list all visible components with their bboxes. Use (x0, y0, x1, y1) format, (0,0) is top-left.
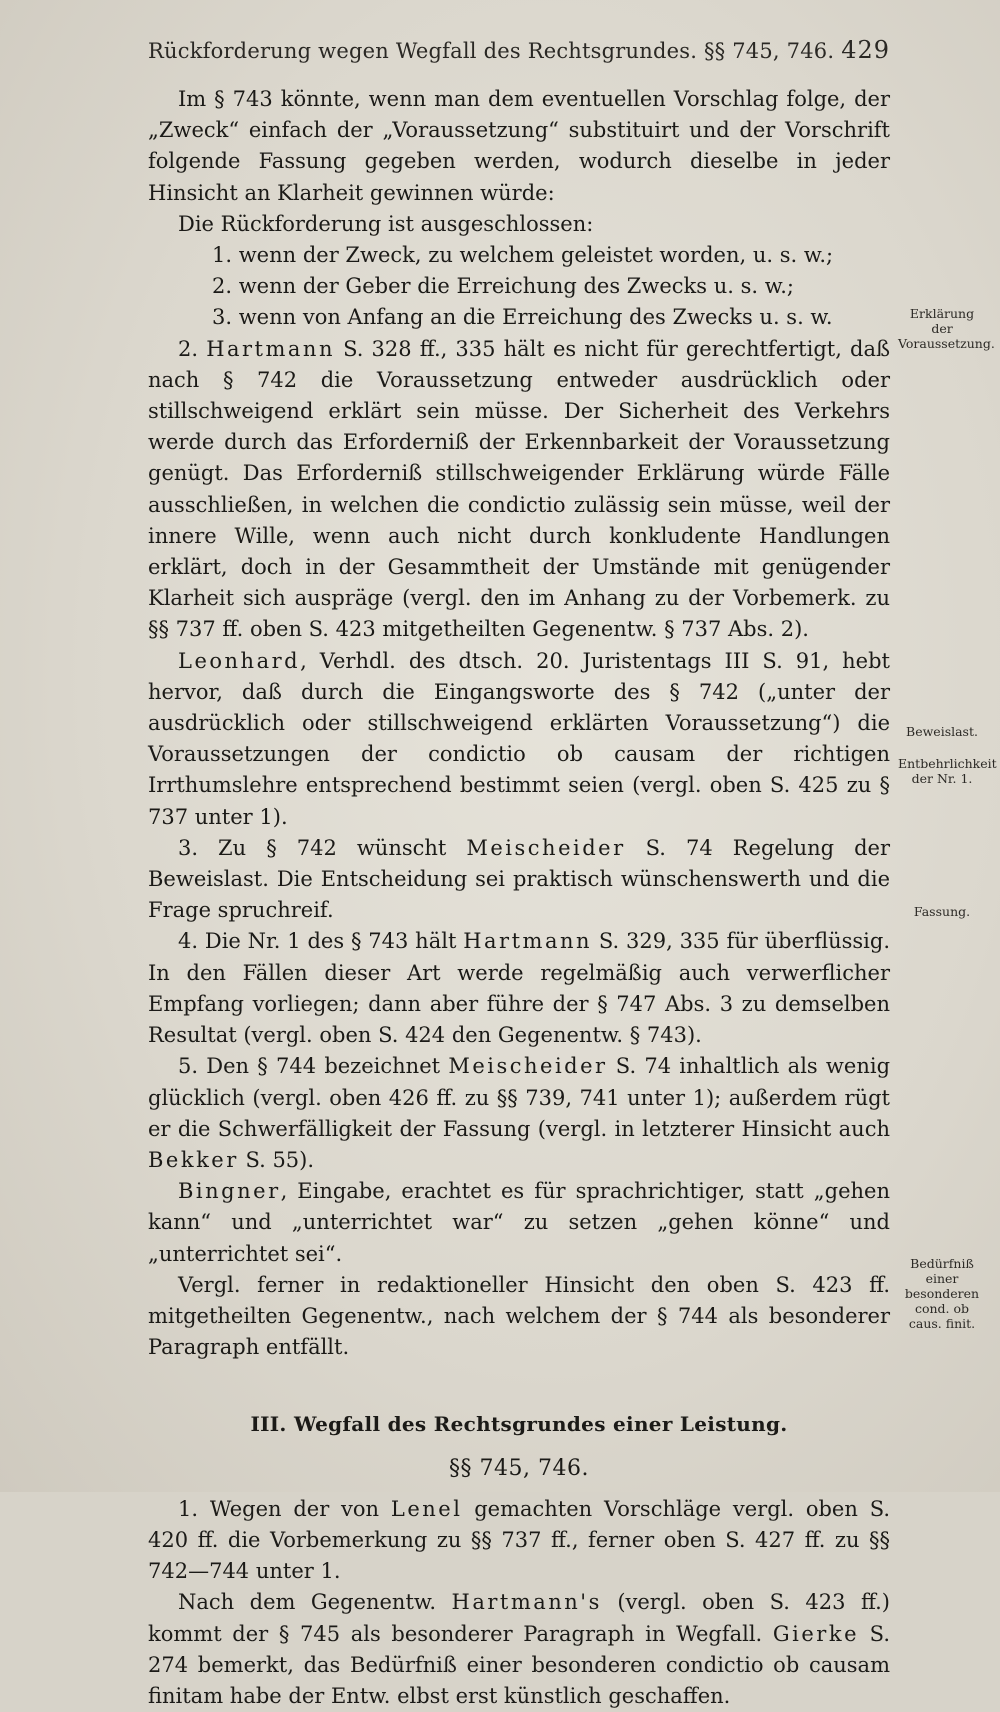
margin-note-erklaerung: Erklärung der Voraussetzung. (898, 306, 995, 351)
paragraph-10-text: (vergl. oben S. 423 ff.) kommt der § 745 als besonderer Paragraph in Wegfall. (148, 1590, 891, 1646)
author-name: Hartmann (463, 929, 593, 954)
paragraph-4-text: S. 74 Regelung der Beweislast. Die Entscheidung sei praktisch wünschenswerth und die Frage spruchreif. (148, 835, 890, 923)
quoted-item-1: 1. wenn der Zweck, zu welchem geleistet worden, u. s. w.; (212, 243, 834, 268)
author-name: Hartmann's (451, 1590, 602, 1615)
paragraph-7 (148, 1176, 890, 1270)
author-name: Lenel (390, 1496, 463, 1521)
paragraph-10-lead: Nach dem Gegenentw. (178, 1590, 452, 1615)
margin-note-beweislast: Beweislast. (906, 724, 978, 739)
paragraph-1: Im § 743 könnte, wenn man dem eventuellen Vorschlag folge, der „Zweck“ einfach der „Voraussetzung“ substituirt und der Vorschrift folgende Fassung gegeben werden, wodurch dieselbe in jeder Hinsicht an Klarheit gewinnen würde: (148, 87, 890, 205)
paragraph-3 (148, 646, 890, 833)
paragraph-9-lead: 1. Wegen der von (178, 1496, 391, 1521)
paragraph-9-text: gemachten Vorschläge vergl. oben S. 420 ff. die Vorbemerkung zu §§ 737 ff., ferner oben S. 427 ff. zu §§ 742—744 unter 1. (148, 1496, 891, 1584)
paragraph-2-text: S. 328 ff., 335 hält es nicht für gerechtfertigt, daß nach § 742 die Voraussetzung entweder ausdrücklich oder stillschweigend erklärt sein müsse. Der Sicherheit des Verkehrs werde durch das Erforderniß der Erkennbarkeit der Voraussetzung genügt. Das Erforderniß stillschweigender Erklärung würde Fälle ausschließen, in welchen die condictio zulässig sein müsse, weil der innere Wille, wenn auch nicht durch konkludente Handlungen erklärt, doch in der Gesammtheit der Umstände mit genügender Klarheit sich ausprägе (vergl. den im Anhang zu der Vorbemerk. zu §§ 737 ff. oben S. 423 mitgetheilten Gegenentw. § 737 Abs. 2). (148, 336, 890, 642)
author-name: Meischeider (466, 835, 626, 860)
quoted-lead-in: Die Rückforderung ist ausgeschlossen: (178, 211, 594, 236)
paragraph-2 (148, 334, 890, 646)
paragraph-10-tail: S. 274 bemerkt, das Bedürfniß einer besonderen condictio ob causam finitam habe der Entw. elbst erst künstlich geschaffen. (148, 1621, 890, 1708)
paragraph-8: Vergl. ferner in redaktioneller Hinsicht den oben S. 423 ff. mitgetheilten Gegenentw., nach welchem der § 744 als besonderer Paragraph entfällt. (148, 1272, 890, 1360)
page-number: 429 (841, 36, 890, 64)
author-name: Gierke (772, 1621, 860, 1646)
paragraph-5 (148, 926, 890, 1051)
author-name: Hartmann (206, 336, 335, 361)
section-subheading: §§ 745, 746. (449, 1455, 589, 1481)
author-name: Leonhard (178, 648, 301, 673)
paragraph-7-text: , Eingabe, erachtet es für sprachrichtiger, statt „gehen kann“ und „unterrichtet war“ zu setzen „gehen könne“ und „unterrichtet sei“. (148, 1179, 890, 1266)
running-header (148, 36, 890, 64)
paragraph-4-lead: 3. Zu § 742 wünscht (178, 835, 467, 860)
author-name: Bekker (148, 1147, 239, 1172)
paragraph-6-lead: 5. Den § 744 bezeichnet (178, 1054, 449, 1079)
body-text (148, 84, 890, 1712)
author-name: Bingner (178, 1179, 281, 1204)
paragraph-4 (148, 833, 890, 927)
paragraph-5-text: S. 329, 335 für überflüssig. In den Fällen dieser Art werde regelmäßig auch verwerflicher Empfang vorliegen; dann aber führe der § 747 Abs. 3 zu demselben Resultat (vergl. oben S. 424 den Gegenentw. § 743). (148, 929, 890, 1048)
paragraph-9 (148, 1494, 890, 1588)
paragraph-2-number: 2. (178, 336, 199, 361)
quoted-item-2: 2. wenn der Geber die Erreichung des Zwecks u. s. w.; (212, 274, 794, 299)
paragraph-6-tail: S. 55). (238, 1147, 315, 1172)
paragraph-6-text: S. 74 inhaltlich als wenig glücklich (vergl. oben 426 ff. zu §§ 739, 741 unter 1); außerdem rügt er die Schwerfälligkeit der Fassung (vergl. in letzterer Hinsicht auch (148, 1054, 891, 1141)
quoted-item-3: 3. wenn von Anfang an die Erreichung des Zwecks u. s. w. (212, 305, 833, 330)
margin-note-beduerfniss: Bedürfniß einer besonderen cond. ob caus. finit. (904, 1256, 980, 1331)
header-title: Rückforderung wegen Wegfall des Rechtsgrundes. §§ 745, 746. (148, 39, 835, 63)
margin-note-entbehrlichkeit: Entbehrlichkeit der Nr. 1. (898, 756, 997, 786)
margin-note-fassung: Fassung. (913, 904, 971, 919)
paragraph-10 (148, 1587, 890, 1712)
paragraph-3-text: , Verhdl. des dtsch. 20. Juristentags III S. 91, hebt hervor, daß durch die Eingangsworte des § 742 („unter der ausdrücklich oder stillschweigend erklärten Voraussetzung“) die Voraussetzungen der condictio ob causam der richtigen Irrthumslehre entsprechend bestimmt seien (vergl. oben S. 425 zu § 737 unter 1). (148, 648, 890, 829)
author-name: Meischeider (448, 1054, 608, 1079)
paragraph-5-lead: 4. Die Nr. 1 des § 743 hält (178, 929, 464, 954)
paragraph-6 (148, 1051, 890, 1176)
section-heading: III. Wegfall des Rechtsgrundes einer Leistung. (250, 1412, 788, 1437)
